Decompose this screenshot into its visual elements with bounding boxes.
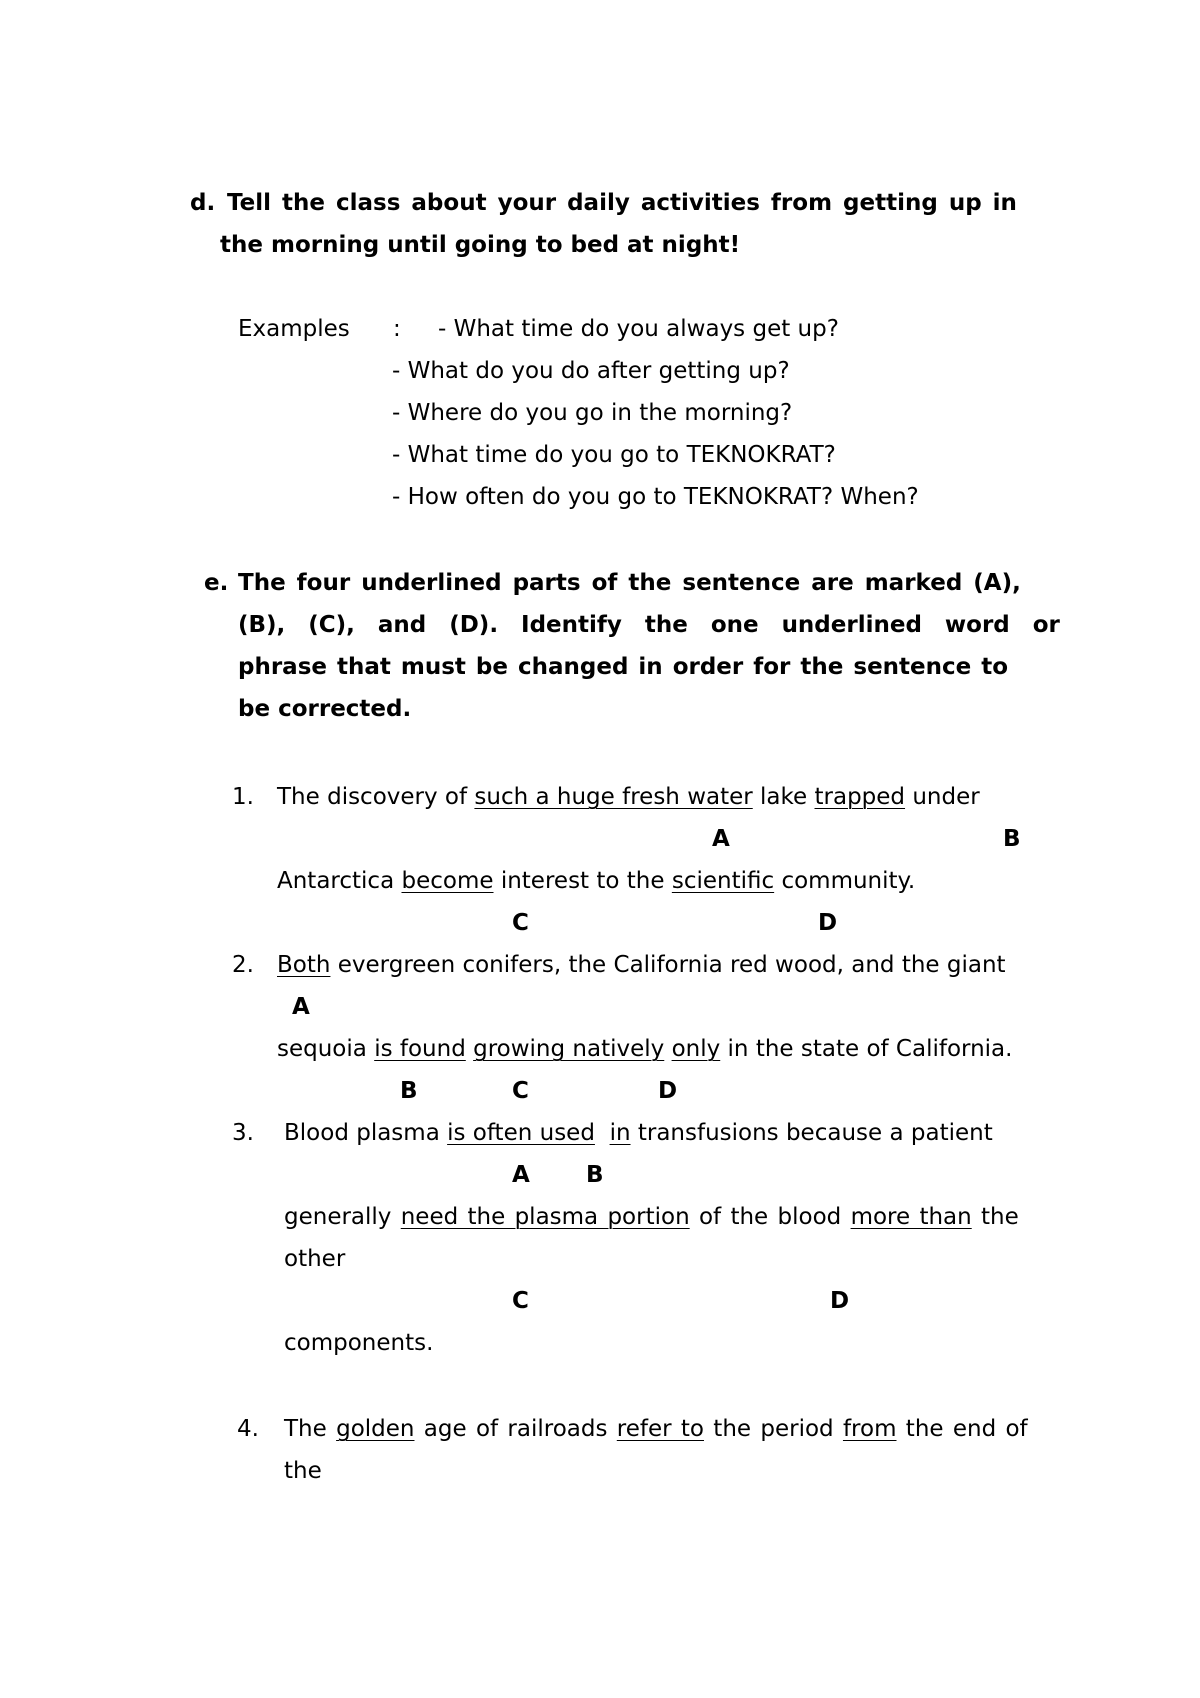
answer-label-b: B xyxy=(400,1078,418,1104)
text: Blood plasma xyxy=(284,1120,448,1146)
text: the end of xyxy=(896,1416,1028,1442)
answer-label-c: C xyxy=(512,910,529,936)
underlined-part-c: from xyxy=(842,1416,897,1442)
section-e-line-2 xyxy=(238,614,1060,637)
question-3-line-1 xyxy=(284,1122,993,1145)
example-item: - Where do you go in the morning? xyxy=(392,400,793,426)
examples-colon: : xyxy=(393,316,401,342)
answer-label-b: B xyxy=(1003,826,1021,852)
text: interest to the xyxy=(493,868,672,894)
section-d-line-1: Tell the class about your daily activities from getting up in xyxy=(227,190,1017,216)
question-4-number: 4. xyxy=(237,1416,259,1442)
text: Antarctica xyxy=(277,868,402,894)
text: evergreen conifers, the California red wood, and the giant xyxy=(330,952,1006,978)
underlined-part-a: such a huge fresh water xyxy=(474,784,753,810)
underlined-part-a: is often used xyxy=(447,1120,595,1146)
line-2-word: the xyxy=(644,612,688,638)
text: generally xyxy=(284,1204,401,1230)
question-3-number: 3. xyxy=(232,1120,254,1146)
answer-label-d: D xyxy=(658,1078,678,1104)
text: under xyxy=(905,784,980,810)
underlined-part-b: in xyxy=(609,1120,631,1146)
underlined-part-b: is found xyxy=(374,1036,466,1062)
examples-label: Examples xyxy=(238,316,350,342)
section-e-line-3: phrase that must be changed in order for the sentence to xyxy=(238,654,1009,680)
section-d-line-2: the morning until going to bed at night! xyxy=(220,232,741,258)
text: The xyxy=(284,1416,337,1442)
answer-label-a: A xyxy=(512,1162,530,1188)
text: the xyxy=(971,1204,1019,1230)
text: age of railroads xyxy=(414,1416,617,1442)
answer-label-a: A xyxy=(292,994,310,1020)
line-2-word: Identify xyxy=(521,612,622,638)
question-1-number: 1. xyxy=(232,784,254,810)
line-2-word: (D). xyxy=(449,612,499,638)
underlined-part-b: refer to xyxy=(616,1416,704,1442)
text: transfusions because a patient xyxy=(630,1120,993,1146)
underlined-part-d: more than xyxy=(850,1204,972,1230)
text: The discovery of xyxy=(277,784,475,810)
text xyxy=(595,1120,610,1146)
underlined-part-a: Both xyxy=(277,952,331,978)
text xyxy=(664,1036,671,1062)
line-2-word: or xyxy=(1032,612,1060,638)
example-item: - What time do you go to TEKNOKRAT? xyxy=(392,442,836,468)
line-2-word: (B), xyxy=(238,612,286,638)
question-3-line-2 xyxy=(284,1206,1019,1229)
question-2-line-1 xyxy=(277,954,1006,977)
question-2-line-2 xyxy=(277,1038,1012,1061)
question-2-number: 2. xyxy=(232,952,254,978)
text: sequoia xyxy=(277,1036,375,1062)
question-3-line-4: components. xyxy=(284,1330,434,1356)
answer-label-b: B xyxy=(586,1162,604,1188)
text: lake xyxy=(752,784,815,810)
underlined-part-d: only xyxy=(671,1036,721,1062)
question-4-line-2: the xyxy=(284,1458,322,1484)
answer-label-a: A xyxy=(712,826,730,852)
example-item: - How often do you go to TEKNOKRAT? When? xyxy=(392,484,919,510)
text: of the blood xyxy=(689,1204,851,1230)
underlined-part-c: growing natively xyxy=(473,1036,665,1062)
question-1-line-1 xyxy=(277,786,980,809)
line-2-word: and xyxy=(377,612,427,638)
underlined-part-b: trapped xyxy=(814,784,906,810)
underlined-part-d: scientific xyxy=(671,868,775,894)
question-1-line-2 xyxy=(277,870,915,893)
line-2-word: word xyxy=(944,612,1010,638)
line-2-word: underlined xyxy=(781,612,922,638)
underlined-part-a: golden xyxy=(336,1416,415,1442)
line-2-word: one xyxy=(710,612,759,638)
line-2-word: (C), xyxy=(308,612,355,638)
answer-label-c: C xyxy=(512,1288,529,1314)
answer-label-d: D xyxy=(818,910,838,936)
question-4-line-1 xyxy=(284,1418,1028,1441)
underlined-part-c: need the plasma portion xyxy=(400,1204,690,1230)
text: in the state of California. xyxy=(720,1036,1013,1062)
underlined-part-c: become xyxy=(401,868,494,894)
example-item: - What do you do after getting up? xyxy=(392,358,790,384)
section-e-line-1: The four underlined parts of the sentence are marked (A), xyxy=(238,570,1021,596)
section-d-marker: d. xyxy=(190,190,216,216)
answer-label-d: D xyxy=(830,1288,850,1314)
section-e-marker: e. xyxy=(204,570,229,596)
section-e-line-4: be corrected. xyxy=(238,696,412,722)
answer-label-c: C xyxy=(512,1078,529,1104)
text xyxy=(466,1036,473,1062)
example-item: - What time do you always get up? xyxy=(438,316,839,342)
question-3-line-3: other xyxy=(284,1246,346,1272)
text: community. xyxy=(774,868,916,894)
text: the period xyxy=(704,1416,843,1442)
